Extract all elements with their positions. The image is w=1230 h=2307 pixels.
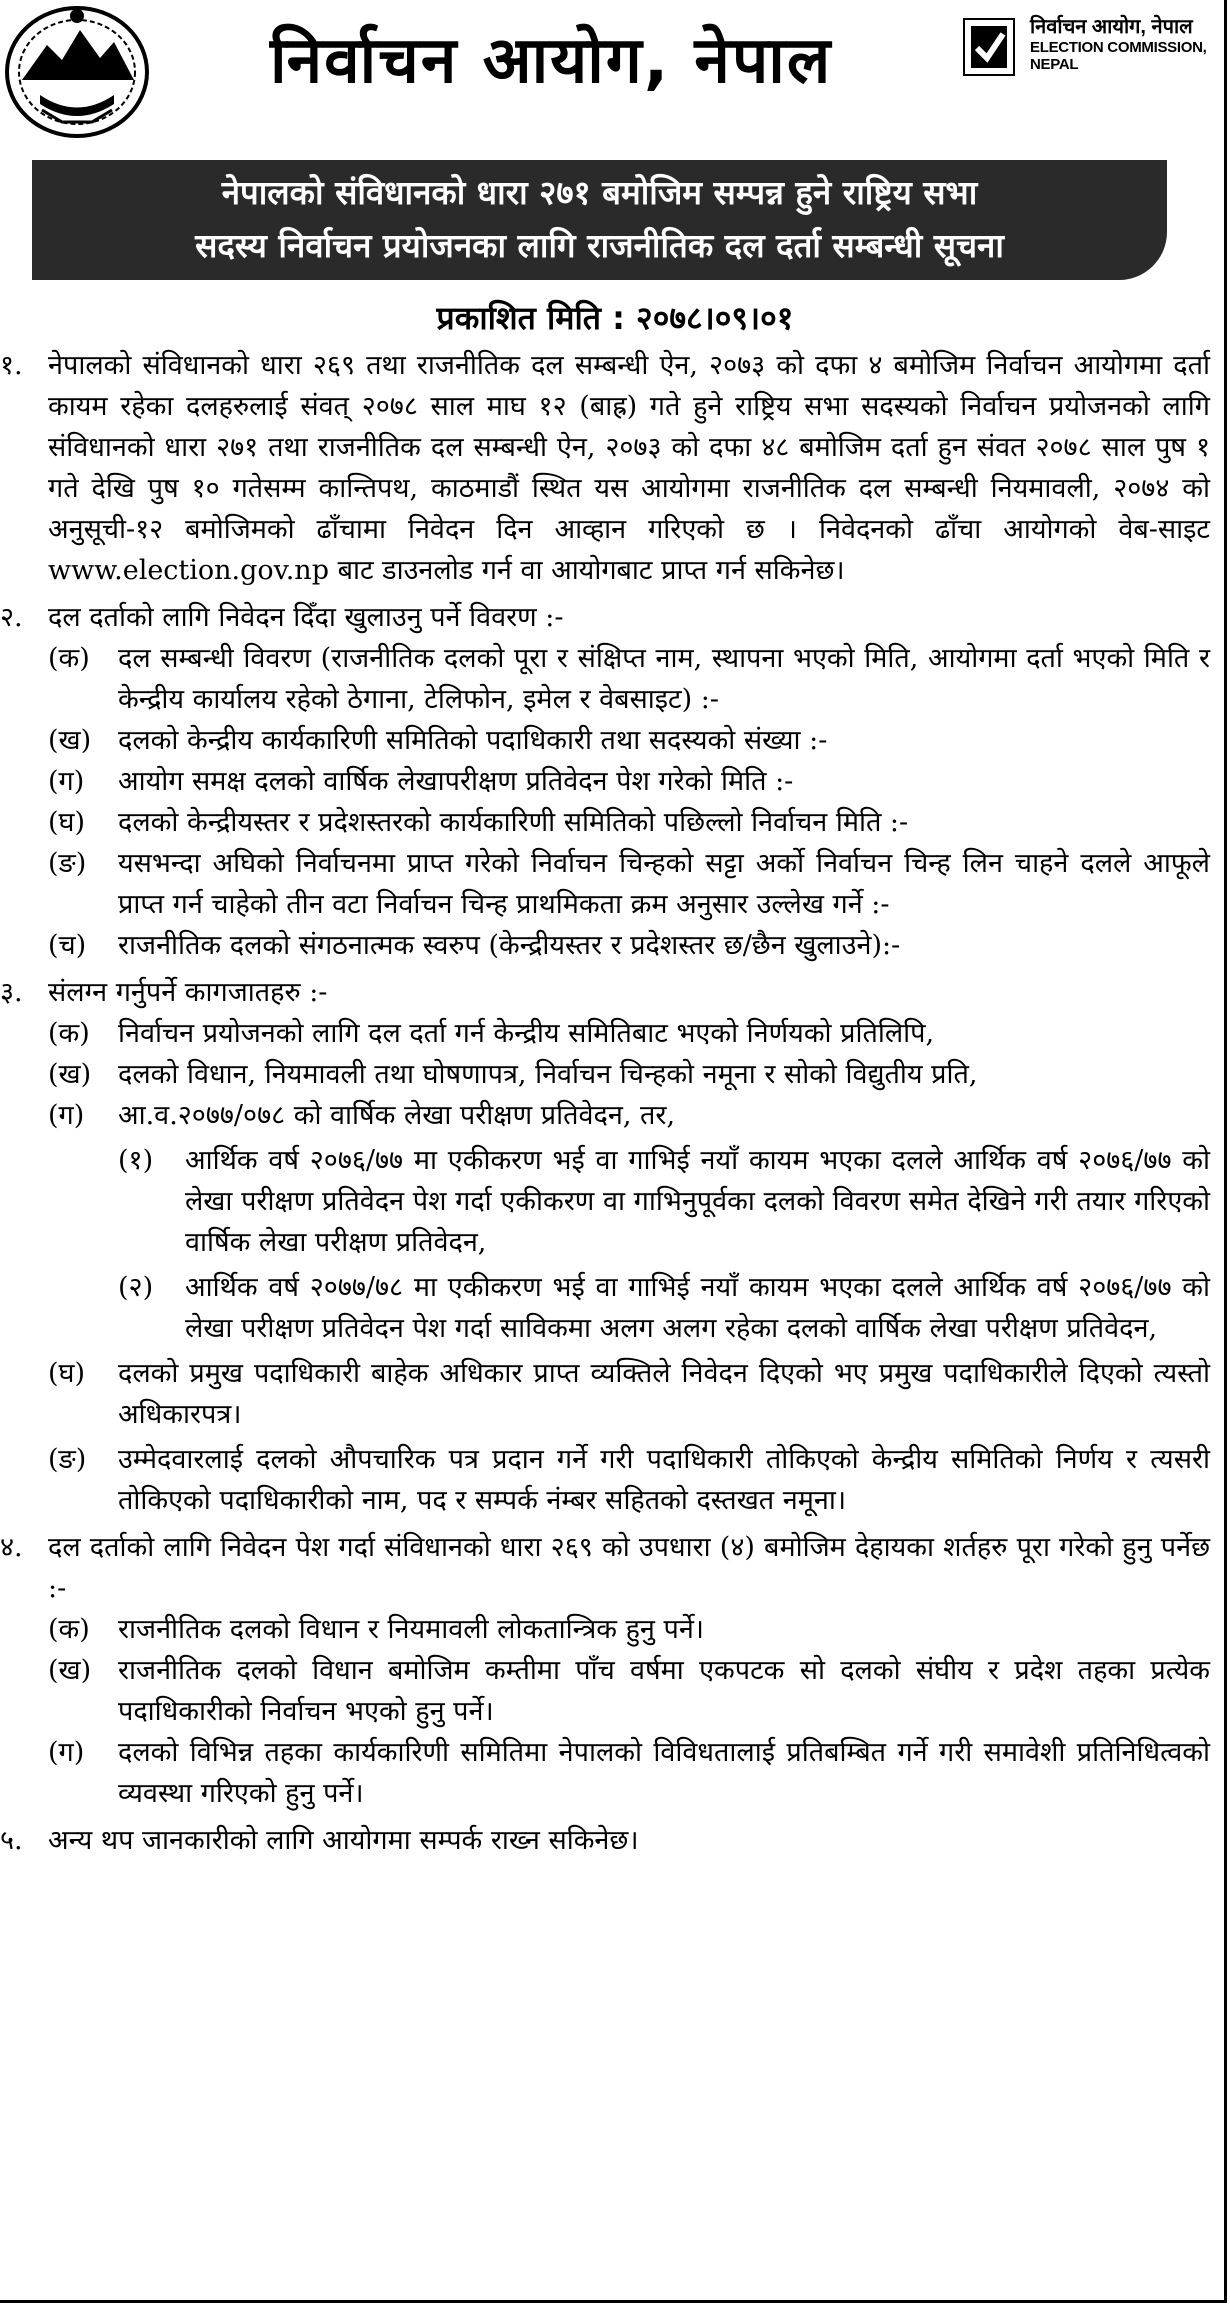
section-number: ३. [0, 977, 23, 1008]
banner-line-1: नेपालको संविधानको धारा २७१ बमोजिम सम्पन्न हुने राष्ट्रिय सभा [221, 173, 978, 213]
list-item [0, 1353, 1210, 1435]
list-item [0, 720, 1210, 761]
item-label: (२) [118, 1272, 154, 1303]
election-commission-logo-icon [963, 18, 1015, 76]
item-text: आ.व.२०७७/०७८ को वार्षिक लेखा परीक्षण प्रतिवेदन, तर, [118, 1100, 676, 1131]
item-label: (घ) [48, 807, 86, 838]
list-item [0, 1054, 1210, 1095]
item-label: (घ) [48, 1358, 86, 1389]
list-item [0, 802, 1210, 843]
list-item [0, 1095, 1210, 1136]
item-label: (क) [48, 1018, 90, 1049]
item-text: दलको केन्द्रीय कार्यकारिणी समितिको पदाधिकारी तथा सदस्यको संख्या :- [118, 725, 828, 756]
section-text: दल दर्ताको लागि निवेदन दिँदा खुलाउनु पर्ने विवरण :- [48, 602, 564, 633]
item-label: (ङ) [48, 848, 87, 879]
nepal-emblem-icon [2, 0, 152, 140]
section-text: अन्य थप जानकारीको लागि आयोगमा सम्पर्क राख्न सकिनेछ। [48, 1825, 639, 1856]
item-label: (क) [48, 643, 90, 674]
section-5 [0, 1820, 1210, 1861]
nested-list-item [0, 1267, 1210, 1349]
section-number: ४. [0, 1532, 23, 1563]
section-1 [0, 345, 1210, 591]
list-item [0, 1650, 1210, 1732]
section-number: २. [0, 602, 23, 633]
section-number: ५. [0, 1825, 23, 1856]
item-text: आर्थिक वर्ष २०७७/७८ मा एकीकरण भई वा गाभिई नयाँ कायम भएका दलले आर्थिक वर्ष २०७६/७७ को लेखा परीक्षण प्रतिवेदन पेश गर्दा साविकमा अलग अलग रहेका दलको वार्षिक लेखा परीक्षण प्रतिवेदन, [185, 1272, 1210, 1344]
list-item [0, 638, 1210, 720]
item-text: निर्वाचन प्रयोजनको लागि दल दर्ता गर्न केन्द्रीय समितिबाट भएको निर्णयको प्रतिलिपि, [118, 1018, 935, 1049]
item-text: दलको प्रमुख पदाधिकारी बाहेक अधिकार प्राप्त व्यक्तिले निवेदन दिएको भए प्रमुख पदाधिकारीले दिएको त्यस्तो अधिकारपत्र। [118, 1358, 1210, 1430]
list-item [0, 843, 1210, 925]
item-label: (ग) [48, 766, 85, 797]
ec-name-nepali: निर्वाचन आयोग, नेपाल [1030, 16, 1193, 38]
item-label: (ख) [48, 1655, 92, 1686]
list-item [0, 1439, 1210, 1521]
item-text: दलको केन्द्रीयस्तर र प्रदेशस्तरको कार्यकारिणी समितिको पछिल्लो निर्वाचन मिति :- [118, 807, 909, 838]
list-item [0, 925, 1210, 966]
section-text: संलग्न गर्नुपर्ने कागजातहरु :- [48, 977, 328, 1008]
item-text: राजनीतिक दलको विधान र नियमावली लोकतान्त्रिक हुनु पर्ने। [118, 1614, 705, 1645]
nested-list-item [0, 1140, 1210, 1263]
item-text: यसभन्दा अघिको निर्वाचनमा प्राप्त गरेको निर्वाचन चिन्हको सट्टा अर्को निर्वाचन चिन्ह लिन चाहने दलले आफूले प्राप्त गर्न चाहेको तीन वटा निर्वाचन चिन्ह प्राथमिकता क्रम अनुसार उल्लेख गर्ने :- [118, 848, 1210, 920]
item-label: (च) [48, 930, 87, 961]
item-text: आयोग समक्ष दलको वार्षिक लेखापरीक्षण प्रतिवेदन पेश गरेको मिति :- [118, 766, 794, 797]
item-label: (ङ) [48, 1444, 87, 1475]
section-2 [0, 597, 1210, 638]
item-label: (ख) [48, 1059, 92, 1090]
item-text: राजनीतिक दलको विधान बमोजिम कम्तीमा पाँच वर्षमा एकपटक सो दलको संघीय र प्रदेश तहका प्रत्येक पदाधिकारीको निर्वाचन भएको हुनु पर्ने। [118, 1655, 1210, 1727]
section-text: दल दर्ताको लागि निवेदन पेश गर्दा संविधानको धारा २६९ को उपधारा (४) बमोजिम देहायका शर्तहरु पूरा गरेको हुनु पर्नेछ :- [48, 1532, 1210, 1604]
ec-name-english: ELECTION COMMISSION, NEPAL [1030, 39, 1207, 74]
item-text: आर्थिक वर्ष २०७६/७७ मा एकीकरण भई वा गाभिई नयाँ कायम भएका दलले आर्थिक वर्ष २०७६/७७ को लेखा परीक्षण प्रतिवेदन पेश गर्दा एकीकरण वा गाभिनुपूर्वका दलको विवरण समेत देखिने गरी तयार गरिएको वार्षिक लेखा परीक्षण प्रतिवेदन, [185, 1145, 1210, 1258]
item-label: (ग) [48, 1737, 85, 1768]
item-text: दलको विभिन्न तहका कार्यकारिणी समितिमा नेपालको विविधतालाई प्रतिबम्बित गर्ने गरी समावेशी प्रतिनिधित्वको व्यवस्था गरिएको हुनु पर्ने। [118, 1737, 1210, 1809]
item-text: राजनीतिक दलको संगठनात्मक स्वरुप (केन्द्रीयस्तर र प्रदेशस्तर छ/छैन खुलाउने):- [118, 930, 901, 961]
notice-body [0, 345, 1210, 1861]
item-label: (ख) [48, 725, 92, 756]
banner-line-2: सदस्य निर्वाचन प्रयोजनका लागि राजनीतिक दल दर्ता सम्बन्धी सूचना [195, 226, 1004, 265]
notice-banner [32, 160, 1167, 280]
item-label: (क) [48, 1614, 90, 1645]
section-text: नेपालको संविधानको धारा २६९ तथा राजनीतिक दल सम्बन्धी ऐन, २०७३ को दफा ४ बमोजिम निर्वाचन आयोगमा दर्ता कायम रहेका दलहरुलाई संवत् २०७८ साल माघ १२ (बाह्र) गते हुने राष्ट्रिय सभा सदस्यको निर्वाचन प्रयोजनको लागि संविधानको धारा २७१ तथा राजनीतिक दल सम्बन्धी ऐन, २०७३ को दफा ४८ बमोजिम दर्ता हुन संवत २०७८ साल पुष १ गते देखि पुष १० गतेसम्म कान्तिपथ, काठमाडौं स्थित यस आयोगमा राजनीतिक दल सम्बन्धी नियमावली, २०७४ को अनुसूची-१२ बमोजिमको ढाँचामा निवेदन दिन आव्हान गरिएको छ । निवेदनको ढाँचा आयोगको वेब-साइट www.election.gov.np बाट डाउनलोड गर्न वा आयोगबाट प्राप्त गर्न सकिनेछ। [48, 350, 1210, 586]
list-item [0, 1609, 1210, 1650]
item-text: दल सम्बन्धी विवरण (राजनीतिक दलको पूरा र संक्षिप्त नाम, स्थापना भएको मिति, आयोगमा दर्ता भएको मिति र केन्द्रीय कार्यालय रहेको ठेगाना, टेलिफोन, इमेल र वेबसाइट) :- [118, 643, 1210, 715]
page-title: निर्वाचन आयोग, नेपाल [270, 24, 833, 98]
item-label: (१) [118, 1145, 154, 1176]
item-label: (ग) [48, 1100, 85, 1131]
section-4 [0, 1527, 1210, 1609]
election-commission-name [1030, 16, 1230, 74]
list-item [0, 1013, 1210, 1054]
published-date: प्रकाशित मिति : २०७८।०९।०१ [436, 299, 794, 337]
item-text: दलको विधान, नियमावली तथा घोषणापत्र, निर्वाचन चिन्हको नमूना र सोको विद्युतीय प्रति, [118, 1059, 978, 1090]
section-3 [0, 972, 1210, 1013]
item-text: उम्मेदवारलाई दलको औपचारिक पत्र प्रदान गर्ने गरी पदाधिकारी तोकिएको केन्द्रीय समितिको निर्णय र त्यसरी तोकिएको पदाधिकारीको नाम, पद र सम्पर्क नंम्बर सहितको दस्तखत नमूना। [118, 1444, 1210, 1516]
list-item [0, 761, 1210, 802]
section-number: १. [0, 350, 23, 381]
list-item [0, 1732, 1210, 1814]
